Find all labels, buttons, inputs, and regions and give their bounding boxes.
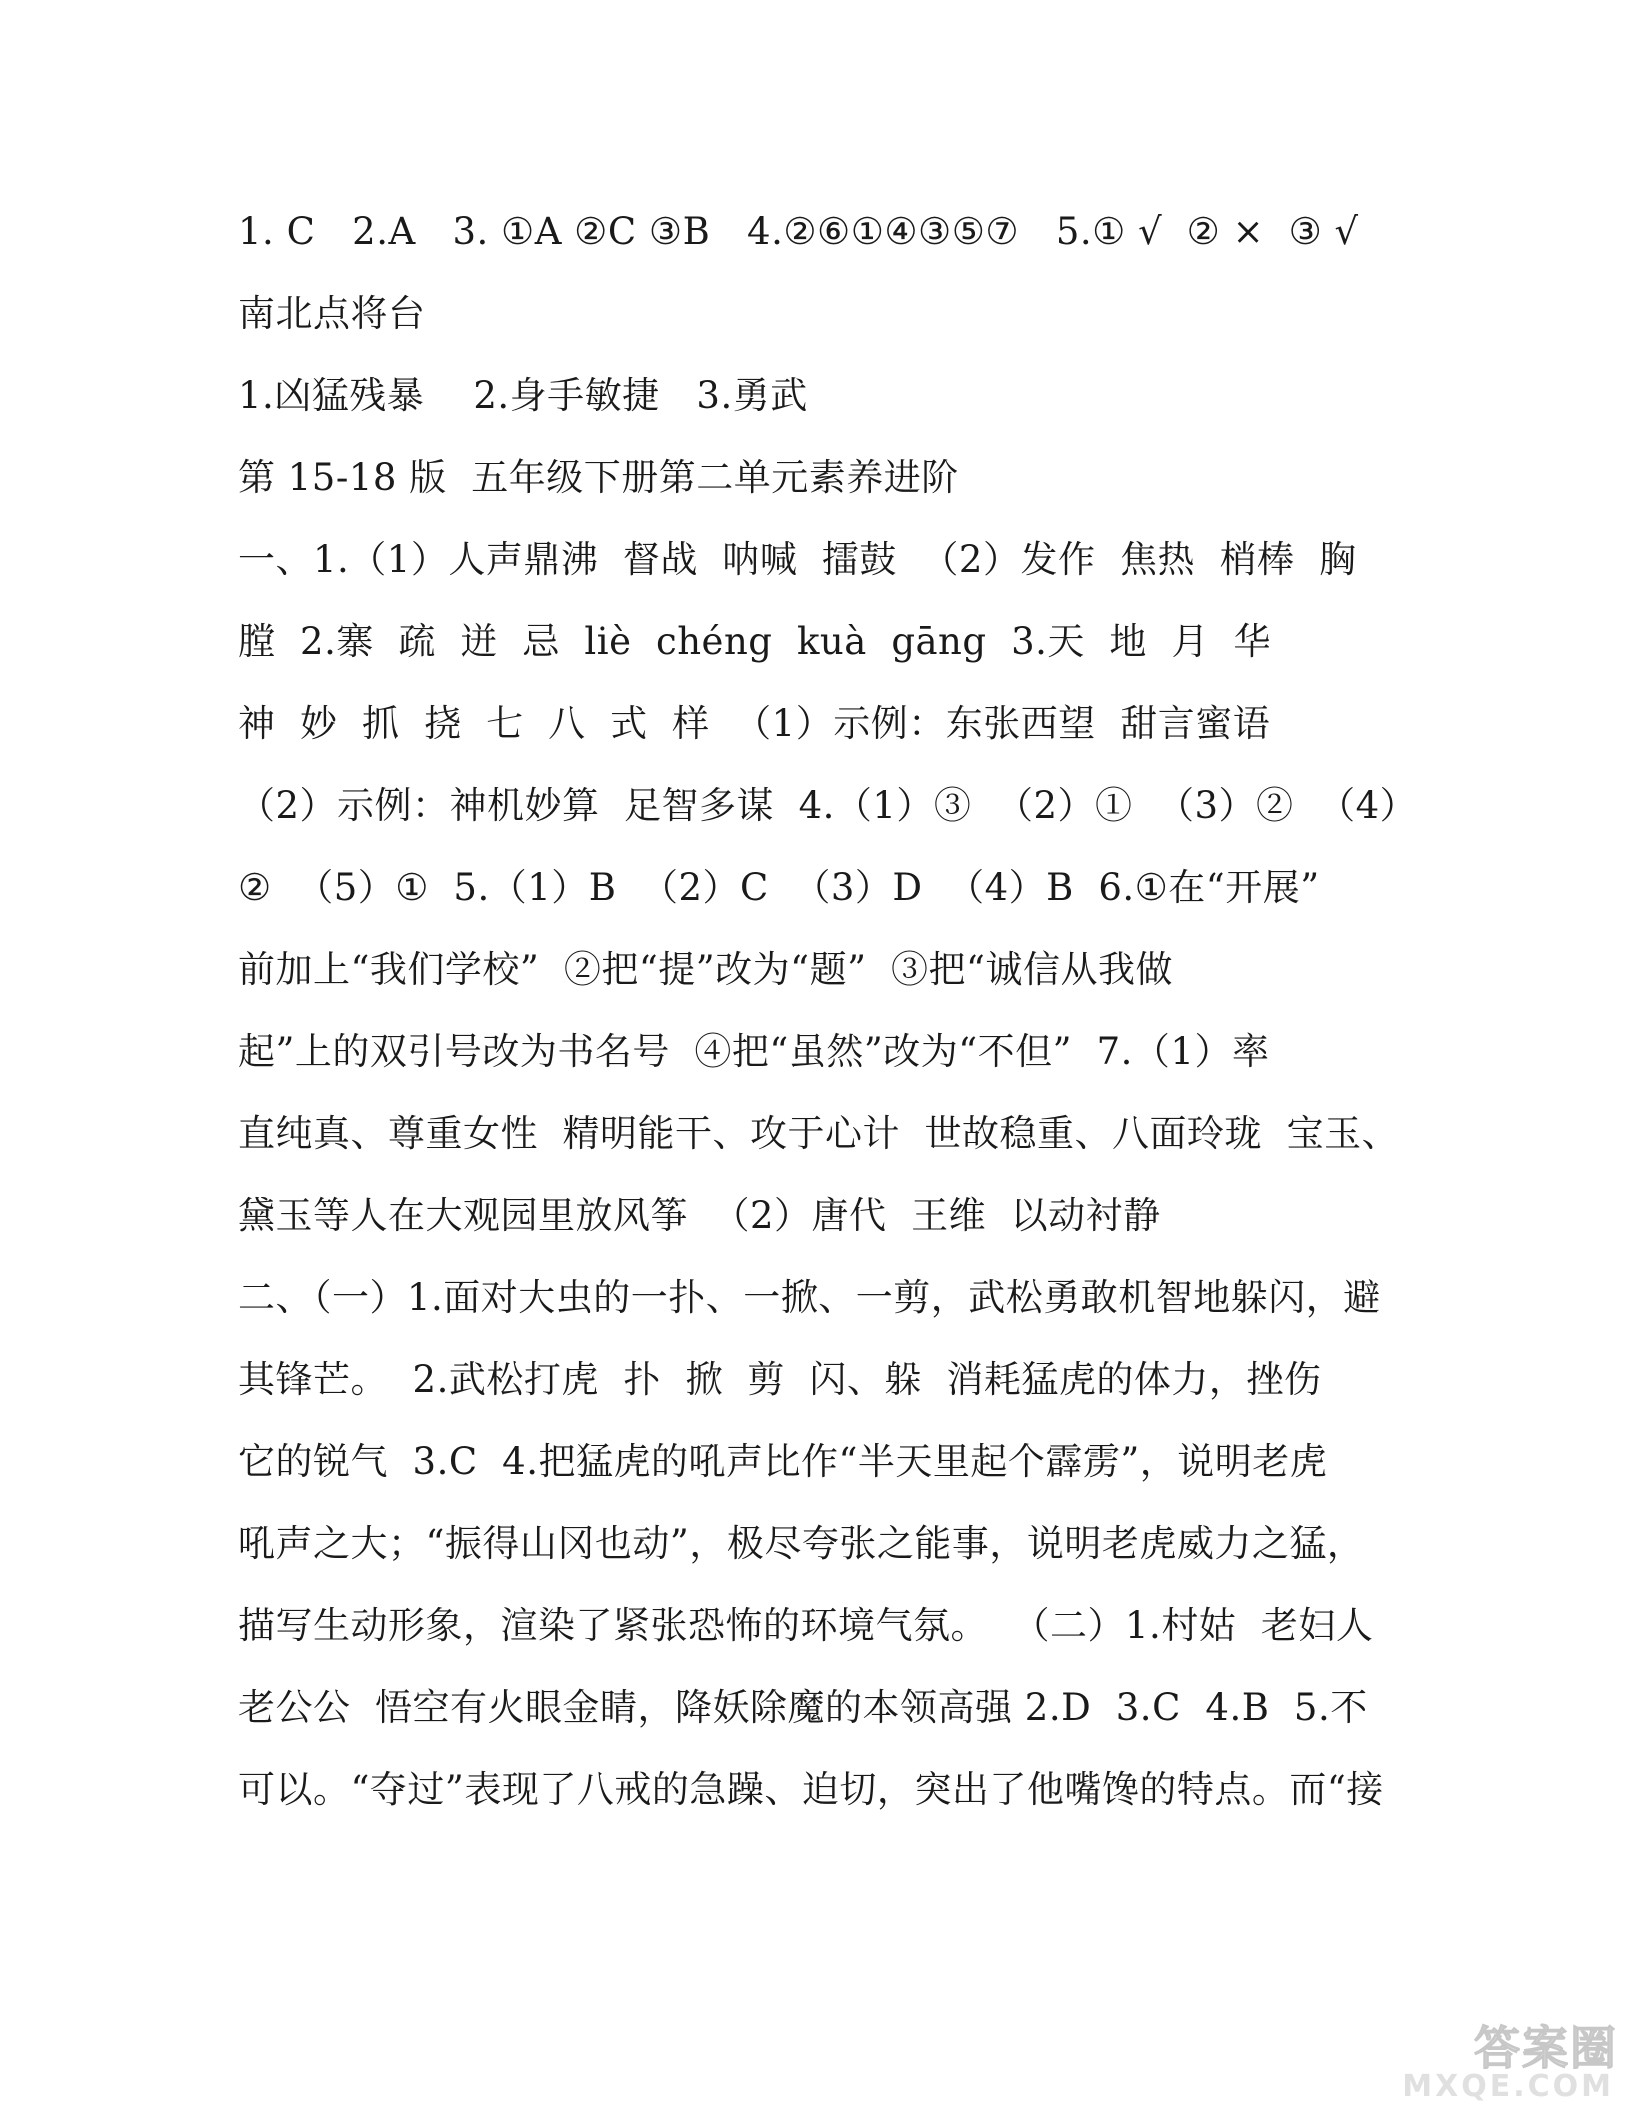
text-line-18: 描写生动形象，渲染了紧张恐怖的环境气氛。 （二）1.村姑 老妇人 — [238, 1604, 1374, 1647]
watermark-logo-text: 答案圈 — [1474, 2021, 1618, 2075]
text-line-7: 神 妙 抓 挠 七 八 式 样 （1）示例：东张西望 甜言蜜语 — [238, 702, 1271, 745]
section-heading: 第 15-18 版 五年级下册第二单元素养进阶 — [238, 456, 959, 499]
text-line-10: 前加上“我们学校” ②把“提”改为“题” ③把“诚信从我做 — [238, 948, 1173, 991]
text-line-11: 起”上的双引号改为书名号 ④把“虽然”改为“不但” 7.（1）率 — [238, 1030, 1270, 1073]
watermark-url: MXQE.COM — [1402, 2069, 1614, 2104]
site-watermark — [1368, 2012, 1618, 2104]
text-line-6: 膛 2.寨 疏 迸 忌 liè chéng kuà gāng 3.天 地 月 华 — [238, 620, 1271, 663]
text-line-8: （2）示例：神机妙算 足智多谋 4.（1）③ （2）① （3）② （4） — [238, 784, 1418, 827]
text-line-13: 黛玉等人在大观园里放风筝 （2）唐代 王维 以动衬静 — [238, 1194, 1161, 1237]
text-line-5: 一、1.（1）人声鼎沸 督战 呐喊 擂鼓 （2）发作 焦热 梢棒 胸 — [238, 538, 1357, 581]
text-line-2: 南北点将台 — [238, 292, 426, 335]
text-line-12: 直纯真、尊重女性 精明能干、攻于心计 世故稳重、八面玲珑 宝玉、 — [238, 1112, 1400, 1155]
text-line-3: 1.凶猛残暴 2.身手敏捷 3.勇武 — [238, 374, 808, 417]
text-line-9: ② （5）① 5.（1）B （2）C （3）D （4）B 6.①在“开展” — [238, 866, 1320, 909]
text-line-16: 它的锐气 3.C 4.把猛虎的吼声比作“半天里起个霹雳”，说明老虎 — [238, 1440, 1328, 1483]
text-line-1: 1. C 2.A 3. ①A ②C ③B 4.②⑥①④③⑤⑦ 5.① √ ② × ③ √ — [238, 210, 1359, 253]
text-line-14: 二、（一）1.面对大虫的一扑、一掀、一剪，武松勇敢机智地躲闪，避 — [238, 1276, 1381, 1319]
text-line-15: 其锋芒。 2.武松打虎 扑 掀 剪 闪、躲 消耗猛虎的体力，挫伤 — [238, 1358, 1322, 1401]
text-line-17: 吼声之大；“振得山冈也动”，极尽夸张之能事，说明老虎威力之猛， — [238, 1522, 1365, 1565]
text-line-20: 可以。“夺过”表现了八戒的急躁、迫切，突出了他嘴馋的特点。而“接 — [238, 1768, 1384, 1811]
text-line-19: 老公公 悟空有火眼金睛，降妖除魔的本领高强 2.D 3.C 4.B 5.不 — [238, 1686, 1368, 1729]
